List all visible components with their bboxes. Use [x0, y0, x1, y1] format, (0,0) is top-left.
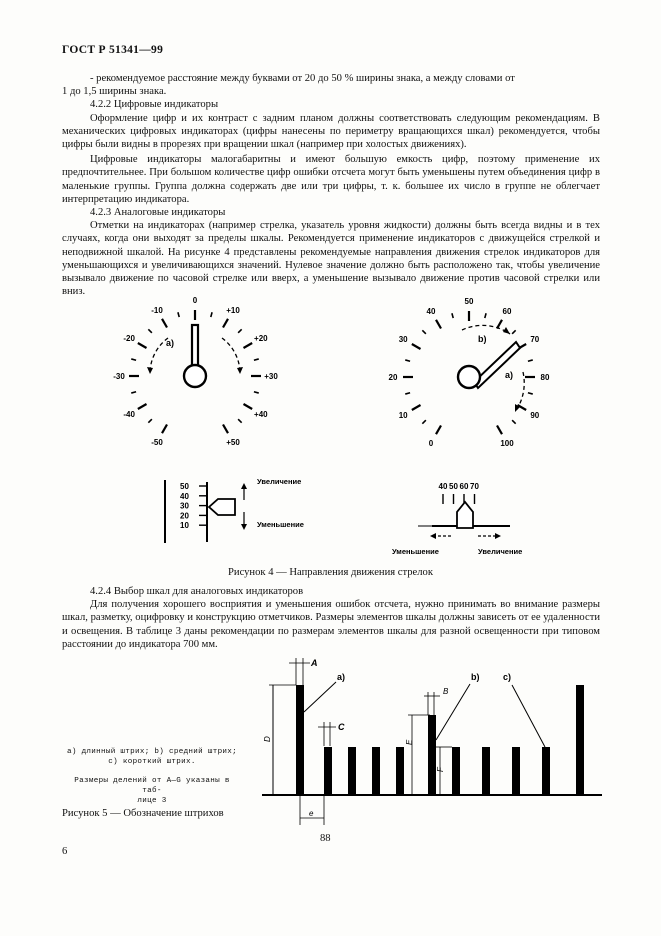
dial2-tick: [405, 360, 410, 361]
fig5-short-stroke: [324, 747, 332, 795]
horizontal-decrease-arrowhead: [430, 533, 436, 539]
heading-4-2-4: 4.2.4 Выбор шкал для аналоговых индикаторов: [90, 586, 304, 597]
intro-text: [62, 72, 600, 298]
vertical-scale-labels: [180, 482, 189, 530]
fig5-short-stroke: [348, 747, 356, 795]
spacing-line-2: 1 до 1,5 ширины знака.: [62, 86, 167, 98]
dial1-tick-label: 0: [192, 296, 198, 305]
dial2-tick-label: 60: [502, 307, 512, 317]
dial1-tick: [254, 392, 259, 393]
heading-4-2-2: 4.2.2 Цифровые индикаторы: [90, 99, 219, 111]
dial1-tick: [131, 359, 136, 360]
horizontal-scale-tick-label: 60: [459, 482, 469, 491]
dial1-tick-label: -40: [123, 410, 135, 419]
dial1-tick-label: +40: [254, 410, 268, 419]
dial1-tick-label: +20: [254, 334, 268, 343]
horizontal-scale-tick-label: 70: [470, 482, 479, 491]
dial2-tick: [412, 344, 421, 349]
fig5-label-E: E: [405, 739, 414, 745]
dial2-label-a: a): [505, 370, 514, 380]
vertical-increase-label: Увеличение: [257, 477, 302, 486]
paragraph-scale-choice: Для получения хорошего восприятия и уменьшения ошибок отсчета, нужно принимать во внимание размеры шкал, разметку, оцифровку и конструкцию отметчиков. Размеры элементов шкалы должны зависеть от ее удаленности и освещения. В таблице 3 даны рекомендации по размерам элементов шкалы для разной освещенности при типовом расстоянии до индикатора 700 мм.: [62, 599, 600, 650]
dial2-tick-label: 100: [500, 438, 514, 448]
horizontal-scale: [392, 482, 522, 556]
heading-4-2-3: 4.2.3 Аналоговые индикаторы: [90, 207, 226, 219]
fig5-sizes-note: [64, 776, 240, 806]
dial1-tick-label: -10: [151, 306, 163, 316]
fig5-short-stroke: [542, 747, 550, 795]
dial1-tick: [138, 343, 147, 348]
dial2-pointer: [474, 342, 520, 388]
fig5-label-B: B: [443, 687, 449, 696]
fig5-short-stroke: [452, 747, 460, 795]
vertical-scale: [165, 477, 304, 543]
horizontal-decrease-label: Уменьшение: [392, 547, 439, 556]
dial1-tick-label: +10: [226, 306, 240, 316]
dial2-tick: [512, 420, 516, 424]
dial1-tick: [223, 319, 228, 328]
dial2-tick-label: 90: [530, 411, 540, 420]
dial1-tick: [131, 392, 136, 393]
dial1-tick: [162, 424, 167, 433]
paragraph-digital-1: Оформление цифр и их контраст с задним планом должны соответствовать следующим рекомендациям. В механических цифровых индикаторах (цифры нанесены по периметру вращающихся шкал) рекомендуется, чтобы цифры были видны в прорезях при вращении шкал (например при холостых движениях).: [62, 112, 600, 151]
fig5-leader-c: [512, 685, 545, 747]
fig5-legend-line-1: a) длинный штрих; b) средний штрих;: [67, 748, 237, 756]
dial1-tick-label: +30: [264, 372, 278, 381]
dial1-hub: [184, 365, 206, 387]
page-number-center: 88: [320, 833, 331, 844]
dial2-hub: [458, 366, 480, 388]
dial1-arrow-label: a): [166, 338, 175, 348]
dial1-tick: [243, 404, 252, 409]
dial2-tick-label: 20: [388, 373, 398, 382]
fig5-label-a: a): [337, 672, 346, 682]
dial2-tick: [405, 393, 410, 394]
dial-zero-start: [389, 297, 550, 448]
paragraph-digital-2: Цифровые индикаторы малогабаритны и имеют большую емкость цифр, поэтому применение их предпочтительнее. При большом количестве цифр ошибки отсчета могут быть уменьшены путем объединения цифр в маленькие группы. Группа должна содержать две или три цифры, т. к. большее их число в группе не облегчает интерпретацию индикатора.: [62, 154, 600, 205]
dial2-tick: [422, 420, 426, 424]
horizontal-increase-label: Увеличение: [478, 547, 523, 556]
dial1-tick: [211, 312, 212, 317]
fig5-sizes-line-1: Размеры делений от A—G указаны в таб-: [74, 777, 230, 795]
dial2-tick: [436, 320, 441, 329]
fig5-short-stroke: [372, 747, 380, 795]
fig5-medium-stroke: [428, 715, 436, 795]
horizontal-scale-labels: [439, 482, 480, 491]
vertical-scale-tick-label: 30: [180, 501, 189, 511]
figure-5-caption: Рисунок 5 — Обозначение штрихов: [62, 808, 224, 819]
standard-header: ГОСТ Р 51341—99: [62, 44, 164, 56]
dial1-tick: [162, 319, 167, 328]
dial2-tick-label: 0: [428, 438, 434, 448]
fig5-leader-a: [304, 682, 336, 712]
dial2-tick: [412, 405, 421, 410]
dial2-tick: [528, 393, 533, 394]
horizontal-scale-pointer: [457, 502, 473, 528]
dial2-arc-b: [462, 325, 510, 334]
fig5-short-stroke: [396, 747, 404, 795]
vertical-decrease-label: Уменьшение: [257, 520, 304, 529]
dial2-label-b: b): [478, 334, 487, 344]
dial1-tick: [138, 404, 147, 409]
dial1-tick: [178, 312, 179, 317]
vertical-scale-tick-label: 10: [180, 521, 189, 531]
dial2-arrowhead-b: [503, 327, 510, 334]
dial1-tick: [243, 343, 252, 348]
fig5-label-A: A: [311, 658, 318, 668]
vertical-scale-tick-label: 50: [180, 482, 189, 491]
fig5-leader-b: [436, 684, 470, 740]
vertical-decrease-arrowhead: [241, 524, 247, 530]
dial2-tick: [528, 360, 533, 361]
dial2-tick: [436, 425, 441, 434]
figure-4: [0, 290, 661, 580]
dial2-tick: [485, 313, 486, 318]
fig5-label-b: b): [471, 672, 480, 682]
dial1-tick-label: +50: [226, 437, 240, 447]
vertical-scale-tick-label: 40: [180, 491, 189, 501]
dial1-decrease-arrowhead: [147, 367, 153, 374]
fig5-sizes-line-2: лице 3: [137, 797, 167, 805]
dial1-tick: [223, 424, 228, 433]
fig5-label-C: C: [338, 722, 345, 732]
vertical-increase-arrowhead: [241, 483, 247, 489]
horizontal-increase-arrowhead: [495, 533, 501, 539]
fig5-legend-line-2: c) короткий штрих.: [108, 758, 196, 766]
fig5-label-c: c): [503, 672, 512, 682]
spacing-line-1: - рекомендуемое расстояние между буквами от 20 до 50 % ширины знака, а между словами от: [90, 73, 515, 84]
dial1-tick-label: -50: [151, 437, 163, 447]
fig5-long-stroke: [576, 685, 584, 795]
dial1-tick-label: -30: [113, 372, 125, 381]
dial2-tick-label: 70: [530, 335, 540, 344]
dial2-tick: [422, 330, 426, 334]
dial2-tick-label: 30: [398, 335, 408, 344]
paragraph-analog: Отметки на индикаторах (например стрелка, указатель уровня жидкости) должны быть всегда видны и в тех случаях, когда они выходят за пределы шкалы. Рекомендуется применение индикаторов с движущейся стрелкой и неподвижной шкалой. На рисунке 4 представлены рекомендуемые направления движения стрелок индикаторов для уменьшающихся и увеличивающихся значений. Нулевое значение должно быть расположено так, чтобы увеличение вызывало движение по часовой стрелке или вверх, а уменьшение вызывало движение против часовой стрелки или вниз.: [62, 220, 600, 298]
dial2-tick: [452, 313, 453, 318]
horizontal-scale-ticks: [443, 494, 475, 504]
dial1-increase-arrowhead: [237, 367, 243, 374]
dial1-tick: [148, 419, 152, 423]
section-4-2-4: [62, 585, 600, 651]
fig5-short-stroke: [482, 747, 490, 795]
fig5-legend: [64, 747, 240, 767]
fig5-short-stroke: [512, 747, 520, 795]
fig5-label-e: e: [309, 809, 314, 818]
fig5-label-D: D: [263, 736, 272, 742]
vertical-scale-pointer: [209, 499, 235, 515]
dial2-tick-label: 50: [464, 297, 474, 306]
figure-4-caption: Рисунок 4 — Направления движения стрелок: [228, 567, 433, 578]
fig5-label-F: F: [436, 767, 445, 772]
horizontal-scale-tick-label: 40: [438, 482, 448, 491]
dial1-tick-label: -20: [123, 334, 135, 343]
dial2-tick: [497, 425, 502, 434]
horizontal-scale-tick-label: 50: [449, 482, 458, 491]
dial1-tick: [238, 419, 242, 423]
dial-centered-zero: [113, 296, 278, 447]
dial2-tick-label: 40: [426, 307, 436, 317]
dial1-tick: [254, 359, 259, 360]
fig5-long-stroke: [296, 685, 304, 795]
dial1-tick: [238, 329, 242, 333]
dial2-tick: [512, 330, 516, 334]
dial2-tick-label: 80: [540, 373, 550, 382]
vertical-scale-tick-label: 20: [180, 511, 189, 521]
dial1-tick: [148, 329, 152, 333]
dial2-tick-label: 10: [398, 411, 408, 420]
page-number-left: 6: [62, 846, 68, 857]
vertical-scale-ticks: [199, 486, 207, 525]
